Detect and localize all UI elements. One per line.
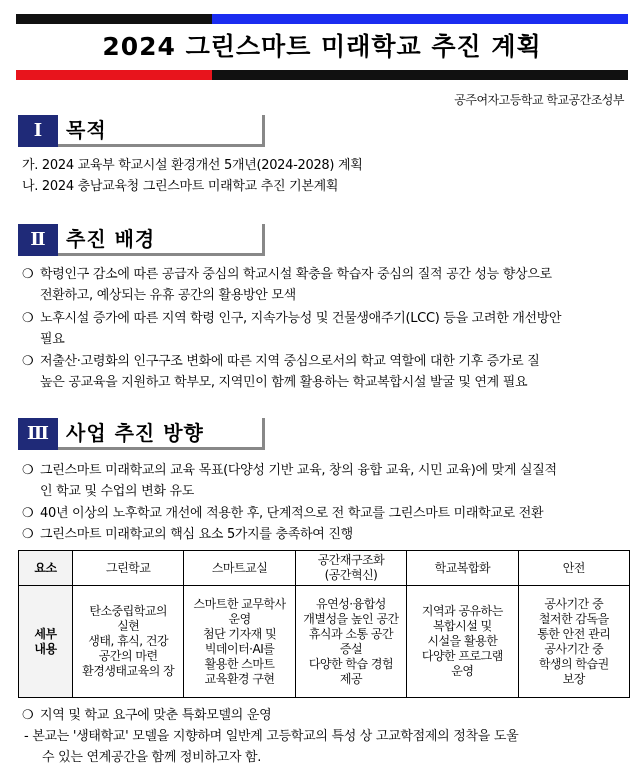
table-cell <box>295 586 406 698</box>
bullet-line: 지역 및 학교 요구에 맞춘 특화모델의 운영 <box>40 708 272 723</box>
table-row <box>19 586 630 698</box>
bullet-line: 전환하고, 예상되는 유휴 공간의 활용방안 모색 <box>40 288 296 303</box>
model-bullet <box>22 705 628 726</box>
cell-text: 운영 <box>228 611 251 626</box>
organization-name: 공주여자고등학교 학교공간조성부 <box>454 93 624 107</box>
section-number: Ⅱ <box>18 224 58 256</box>
purpose-item: 나. 2024 충남교육청 그린스마트 미래학교 추진 기본계획 <box>22 179 339 194</box>
bullet-marker: ❍ <box>22 506 34 521</box>
cell-text: 교육환경 구현 <box>204 671 275 686</box>
cell-text: 생태, 휴식, 건강 <box>88 634 169 648</box>
bottom-bar-red <box>16 70 212 80</box>
bullet-marker: ❍ <box>22 267 34 282</box>
bullet-marker: ❍ <box>22 354 34 369</box>
sub-line: 수 있는 연계공간을 함께 정비하고자 함. <box>42 750 262 765</box>
table-corner-cell: 요소 <box>19 551 73 586</box>
bullet-marker: ❍ <box>22 463 34 478</box>
cell-text: 통한 안전 관리 <box>537 626 611 641</box>
cell-text: 내용 <box>34 641 57 656</box>
direction-bullet <box>22 524 628 545</box>
bullet-marker: ❍ <box>22 527 34 542</box>
cell-text: 안전 <box>562 560 585 575</box>
section-number: Ⅲ <box>18 418 58 450</box>
cell-text: 지역과 공유하는 <box>421 604 503 618</box>
page-title: 2024 그린스마트 미래학교 추진 계획 <box>102 32 542 61</box>
cell-text: 스마트한 교무학사 <box>193 596 286 611</box>
bullet-marker: ❍ <box>22 708 34 723</box>
section-title: 추진 배경 <box>58 224 265 256</box>
cell-text: 다양한 학습 경험 <box>308 656 394 671</box>
bullet-line: 높은 공교육을 지원하고 학부모, 지역민이 함께 활용하는 학교복합시설 발굴 및 연계 필요 <box>40 375 528 390</box>
bullet-line: 학령인구 감소에 따른 공급자 중심의 학교시설 확충을 학습자 중심의 질적 공간 성능 향상으로 <box>40 267 552 282</box>
cell-text: 개별성을 높인 공간 <box>303 611 399 626</box>
top-bar-black <box>16 14 212 24</box>
table-row-label <box>19 586 73 698</box>
cell-text: 보장 <box>562 671 585 686</box>
cell-text: 다양한 프로그램 <box>421 649 503 663</box>
section-title: 사업 추진 방향 <box>58 418 265 450</box>
cell-text: 환경생태교육의 장 <box>82 664 175 678</box>
table-header-cell <box>184 551 295 586</box>
bullet-line: 40년 이상의 노후학교 개선에 적용한 후, 단계적으로 전 학교를 그린스마트 미래학교로 전환 <box>40 506 544 521</box>
cell-text: 세부 <box>34 626 57 641</box>
cell-text: 학생의 학습권 <box>538 656 609 671</box>
bullet-marker: ❍ <box>22 311 34 326</box>
cell-text: 스마트교실 <box>211 560 268 575</box>
cell-text: 제공 <box>339 671 363 686</box>
cell-text: 시설을 활용한 <box>427 634 498 648</box>
cell-text: 첨단 기자재 및 <box>202 626 277 641</box>
cell-text: 공간재구조화 <box>317 553 385 567</box>
cell-text: 공간의 마련 <box>98 649 158 663</box>
background-bullet <box>22 264 628 306</box>
sub-line: - 본교는 '생태학교' 모델을 지향하며 일반계 고등학교의 특성 상 고교학점제의 정착을 도울 <box>24 729 519 744</box>
table-header-cell <box>407 551 518 586</box>
cell-text: 운영 <box>451 664 474 678</box>
bullet-line: 저출산·고령화의 인구구조 변화에 따른 지역 중심으로서의 학교 역할에 대한 기후 증가로 질 <box>40 354 540 369</box>
direction-bullet <box>22 460 628 502</box>
table-header-row <box>19 551 630 586</box>
bottom-bar-black <box>212 70 628 80</box>
table-header-cell <box>295 551 406 586</box>
background-bullet <box>22 351 628 393</box>
section-title: 목적 <box>58 115 265 147</box>
cell-text: 그린학교 <box>106 560 151 575</box>
cell-text: 활용한 스마트 <box>204 656 275 671</box>
cell-text: 공사기간 중 <box>544 641 604 656</box>
bullet-line: 그린스마트 미래학교의 핵심 요소 5가지를 충족하여 진행 <box>40 527 353 542</box>
cell-text: 실현 <box>117 619 140 633</box>
cell-text: 유연성·융합성 <box>316 596 386 611</box>
background-bullet <box>22 308 628 350</box>
section-number: Ⅰ <box>18 115 58 147</box>
cell-text: 공사기간 중 <box>544 596 604 611</box>
cell-text: 빅데이터·AI를 <box>204 641 275 656</box>
elements-table <box>18 550 630 698</box>
cell-text: 복합시설 및 <box>432 619 492 633</box>
table-header-cell <box>73 551 184 586</box>
table-cell <box>518 586 629 698</box>
bullet-line: 노후시설 증가에 따른 지역 학령 인구, 지속가능성 및 건물생애주기(LCC) 등을 고려한 개선방안 <box>40 311 562 326</box>
bullet-line: 필요 <box>40 332 65 347</box>
bullet-line: 그린스마트 미래학교의 교육 목표(다양성 기반 교육, 창의 융합 교육, 시민 교육)에 맞게 실질적 <box>40 463 557 478</box>
bullet-line: 인 학교 및 수업의 변화 유도 <box>40 484 194 499</box>
cell-text: 학교복합화 <box>434 560 491 575</box>
cell-text: 휴식과 소통 공간 <box>308 626 394 641</box>
cell-text: 탄소중립학교의 <box>89 604 168 618</box>
direction-bullet <box>22 503 628 524</box>
model-sub-item <box>24 726 628 768</box>
cell-text: 증설 <box>339 641 363 656</box>
purpose-item: 가. 2024 교육부 학교시설 환경개선 5개년(2024-2028) 계획 <box>22 158 363 173</box>
table-header-cell <box>518 551 629 586</box>
table-cell <box>407 586 518 698</box>
top-bar-blue <box>212 14 628 24</box>
table-cell <box>184 586 295 698</box>
table-cell <box>73 586 184 698</box>
cell-text: (공간혁신) <box>324 568 378 582</box>
cell-text: 철저한 감독을 <box>538 611 609 626</box>
